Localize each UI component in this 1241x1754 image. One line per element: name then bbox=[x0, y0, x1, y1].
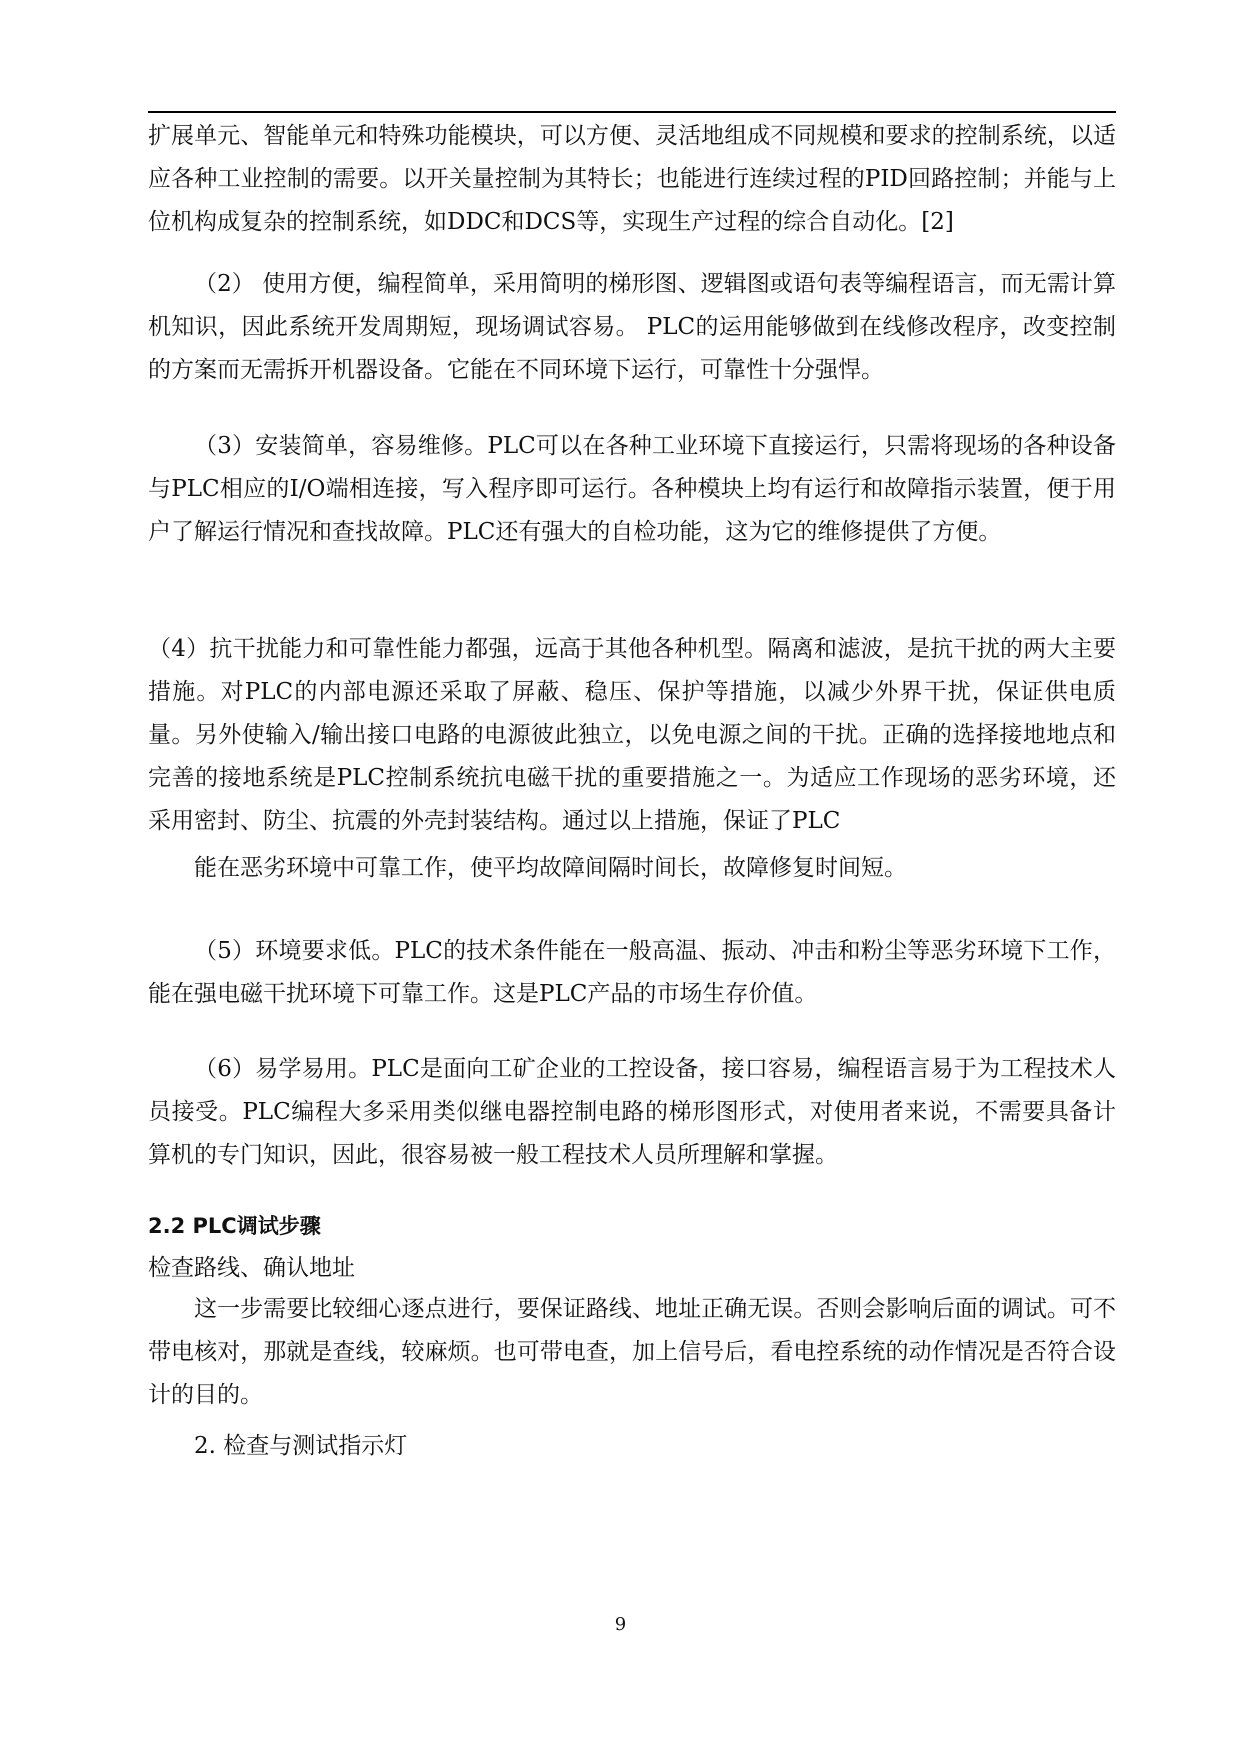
paragraph-item-4: （4）抗干扰能力和可靠性能力都强，远高于其他各种机型。隔离和滤波，是抗干扰的两大主要措施。对PLC的内部电源还采取了屏蔽、稳压、保护等措施，以减少外界干扰，保证供电质量。另外使输入/输出接口电路的电源彼此独立，以免电源之间的干扰。正确的选择接地地点和完善的接地系统是PLC控制系统抗电磁干扰的重要措施之一。为适应工作现场的恶劣环境，还采用密封、防尘、抗震的外壳封装结构。通过以上措施，保证了PLC bbox=[148, 636, 1116, 834]
step-2-title: 2. 检查与测试指示灯 bbox=[194, 1433, 408, 1459]
header-rule bbox=[148, 111, 1116, 113]
paragraph-item-4-continued: 能在恶劣环境中可靠工作，使平均故障间隔时间长，故障修复时间短。 bbox=[194, 855, 907, 881]
paragraph-item-2: （2） 使用方便，编程简单，采用简明的梯形图、逻辑图或语句表等编程语言，而无需计算机知识，因此系统开发周期短，现场调试容易。 PLC的运用能够做到在线修改程序，改变控制的方案而无需拆开机器设备。它能在不同环境下运行，可靠性十分强悍。 bbox=[148, 271, 1116, 383]
step-1-title: 检查路线、确认地址 bbox=[148, 1255, 355, 1281]
paragraph-item-5: （5）环境要求低。PLC的技术条件能在一般高温、振动、冲击和粉尘等恶劣环境下工作，能在强电磁干扰环境下可靠工作。这是PLC产品的市场生存价值。 bbox=[148, 938, 1116, 1007]
paragraph-continuation: 扩展单元、智能单元和特殊功能模块，可以方便、灵活地组成不同规模和要求的控制系统，以适应各种工业控制的需要。以开关量控制为其特长；也能进行连续过程的PID回路控制；并能与上位机构成复杂的控制系统，如DDC和DCS等，实现生产过程的综合自动化。[2] bbox=[148, 123, 1116, 235]
paragraph-item-6: （6）易学易用。PLC是面向工矿企业的工控设备，接口容易，编程语言易于为工程技术人员接受。PLC编程大多采用类似继电器控制电路的梯形图形式，对使用者来说，不需要具备计算机的专门知识，因此，很容易被一般工程技术人员所理解和掌握。 bbox=[148, 1056, 1116, 1168]
paragraph-item-3: （3）安装简单，容易维修。PLC可以在各种工业环境下直接运行，只需将现场的各种设备与PLC相应的I/O端相连接，写入程序即可运行。各种模块上均有运行和故障指示装置，便于用户了解运行情况和查找故障。PLC还有强大的自检功能，这为它的维修提供了方便。 bbox=[148, 433, 1116, 545]
page-number: 9 bbox=[614, 1614, 627, 1635]
section-heading: 2.2 PLC调试步骤 bbox=[148, 1214, 321, 1238]
step-1-text: 这一步需要比较细心逐点进行，要保证路线、地址正确无误。否则会影响后面的调试。可不带电核对，那就是查线，较麻烦。也可带电查，加上信号后，看电控系统的动作情况是否符合设计的目的。 bbox=[148, 1296, 1116, 1408]
